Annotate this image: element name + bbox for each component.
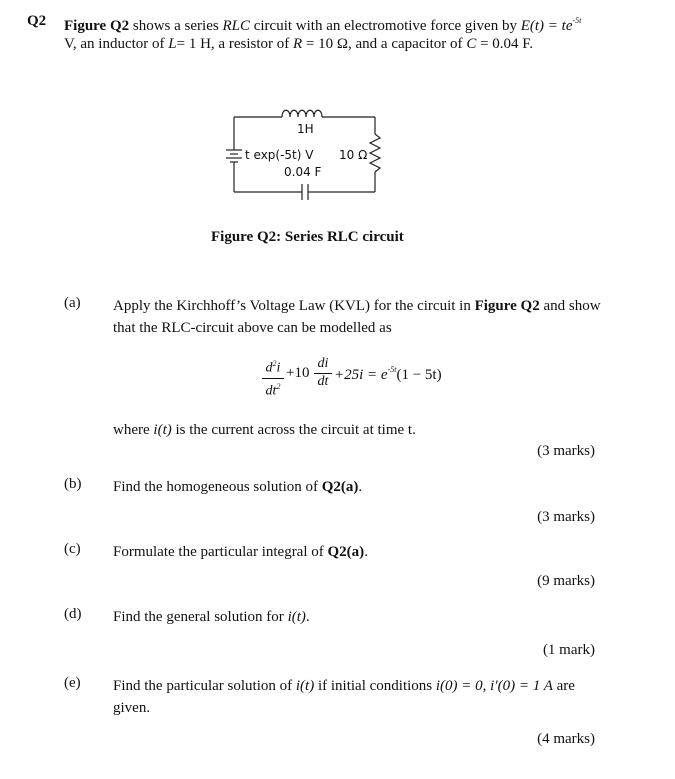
part-c-label: (c) xyxy=(64,541,81,557)
part-c-text: Formulate the particular integral of Q2(a). xyxy=(113,544,368,560)
part-d-text: Find the general solution for i(t). xyxy=(113,609,310,625)
part-e-marks: (4 marks) xyxy=(537,731,595,747)
question-number: Q2 xyxy=(27,13,47,29)
inductor-label: 1H xyxy=(297,122,314,136)
part-b-label: (b) xyxy=(64,476,82,492)
part-d-label: (d) xyxy=(64,606,82,622)
part-b-text: Find the homogeneous solution of Q2(a). xyxy=(113,479,363,495)
inductor-coil xyxy=(282,110,322,117)
part-a-label: (a) xyxy=(64,295,81,311)
part-d-marks: (1 mark) xyxy=(542,642,595,658)
figure-ref: Figure Q2 xyxy=(64,18,130,34)
part-c-marks: (9 marks) xyxy=(537,573,595,589)
ode-equation: $d^2i$ $dt^2$ +10 di dt $+25i = e^{-5t}(1 - 5t)$ xyxy=(262,356,482,398)
part-e-label: (e) xyxy=(64,675,81,691)
resistor-label: 10 Ω xyxy=(339,148,368,162)
figure-caption: Figure Q2: Series RLC circuit xyxy=(211,229,404,245)
source-label: t exp(-5t) V xyxy=(245,148,314,162)
resistor-zigzag xyxy=(370,134,380,172)
part-a-text: Apply the Kirchhoff’s Voltage Law (KVL) for the circuit in Figure Q2 and show that the RLC-circuit above can be modelled as xyxy=(113,298,601,336)
part-a-marks: (3 marks) xyxy=(537,443,595,459)
part-a-where: where i(t) is the current across the circuit at time t. xyxy=(113,422,416,438)
capacitor-symbol xyxy=(298,184,312,200)
capacitor-label: 0.04 F xyxy=(284,165,322,179)
question-intro-line2: V, an inductor of L= 1 H, a resistor of R = 10 Ω, and a capacitor of C = 0.04 F. xyxy=(64,36,534,52)
emf-expression: E(t) = te xyxy=(520,18,573,34)
question-intro-line1: Figure Q2 shows a series RLC circuit with an electromotive force given by $E(t) = te^{-5t}$ xyxy=(64,16,582,34)
part-b-marks: (3 marks) xyxy=(537,509,595,525)
part-e-text: Find the particular solution of i(t) if initial conditions i(0) = 0, i′(0) = 1 A are given. xyxy=(113,678,575,716)
voltage-source-symbol xyxy=(226,150,242,162)
